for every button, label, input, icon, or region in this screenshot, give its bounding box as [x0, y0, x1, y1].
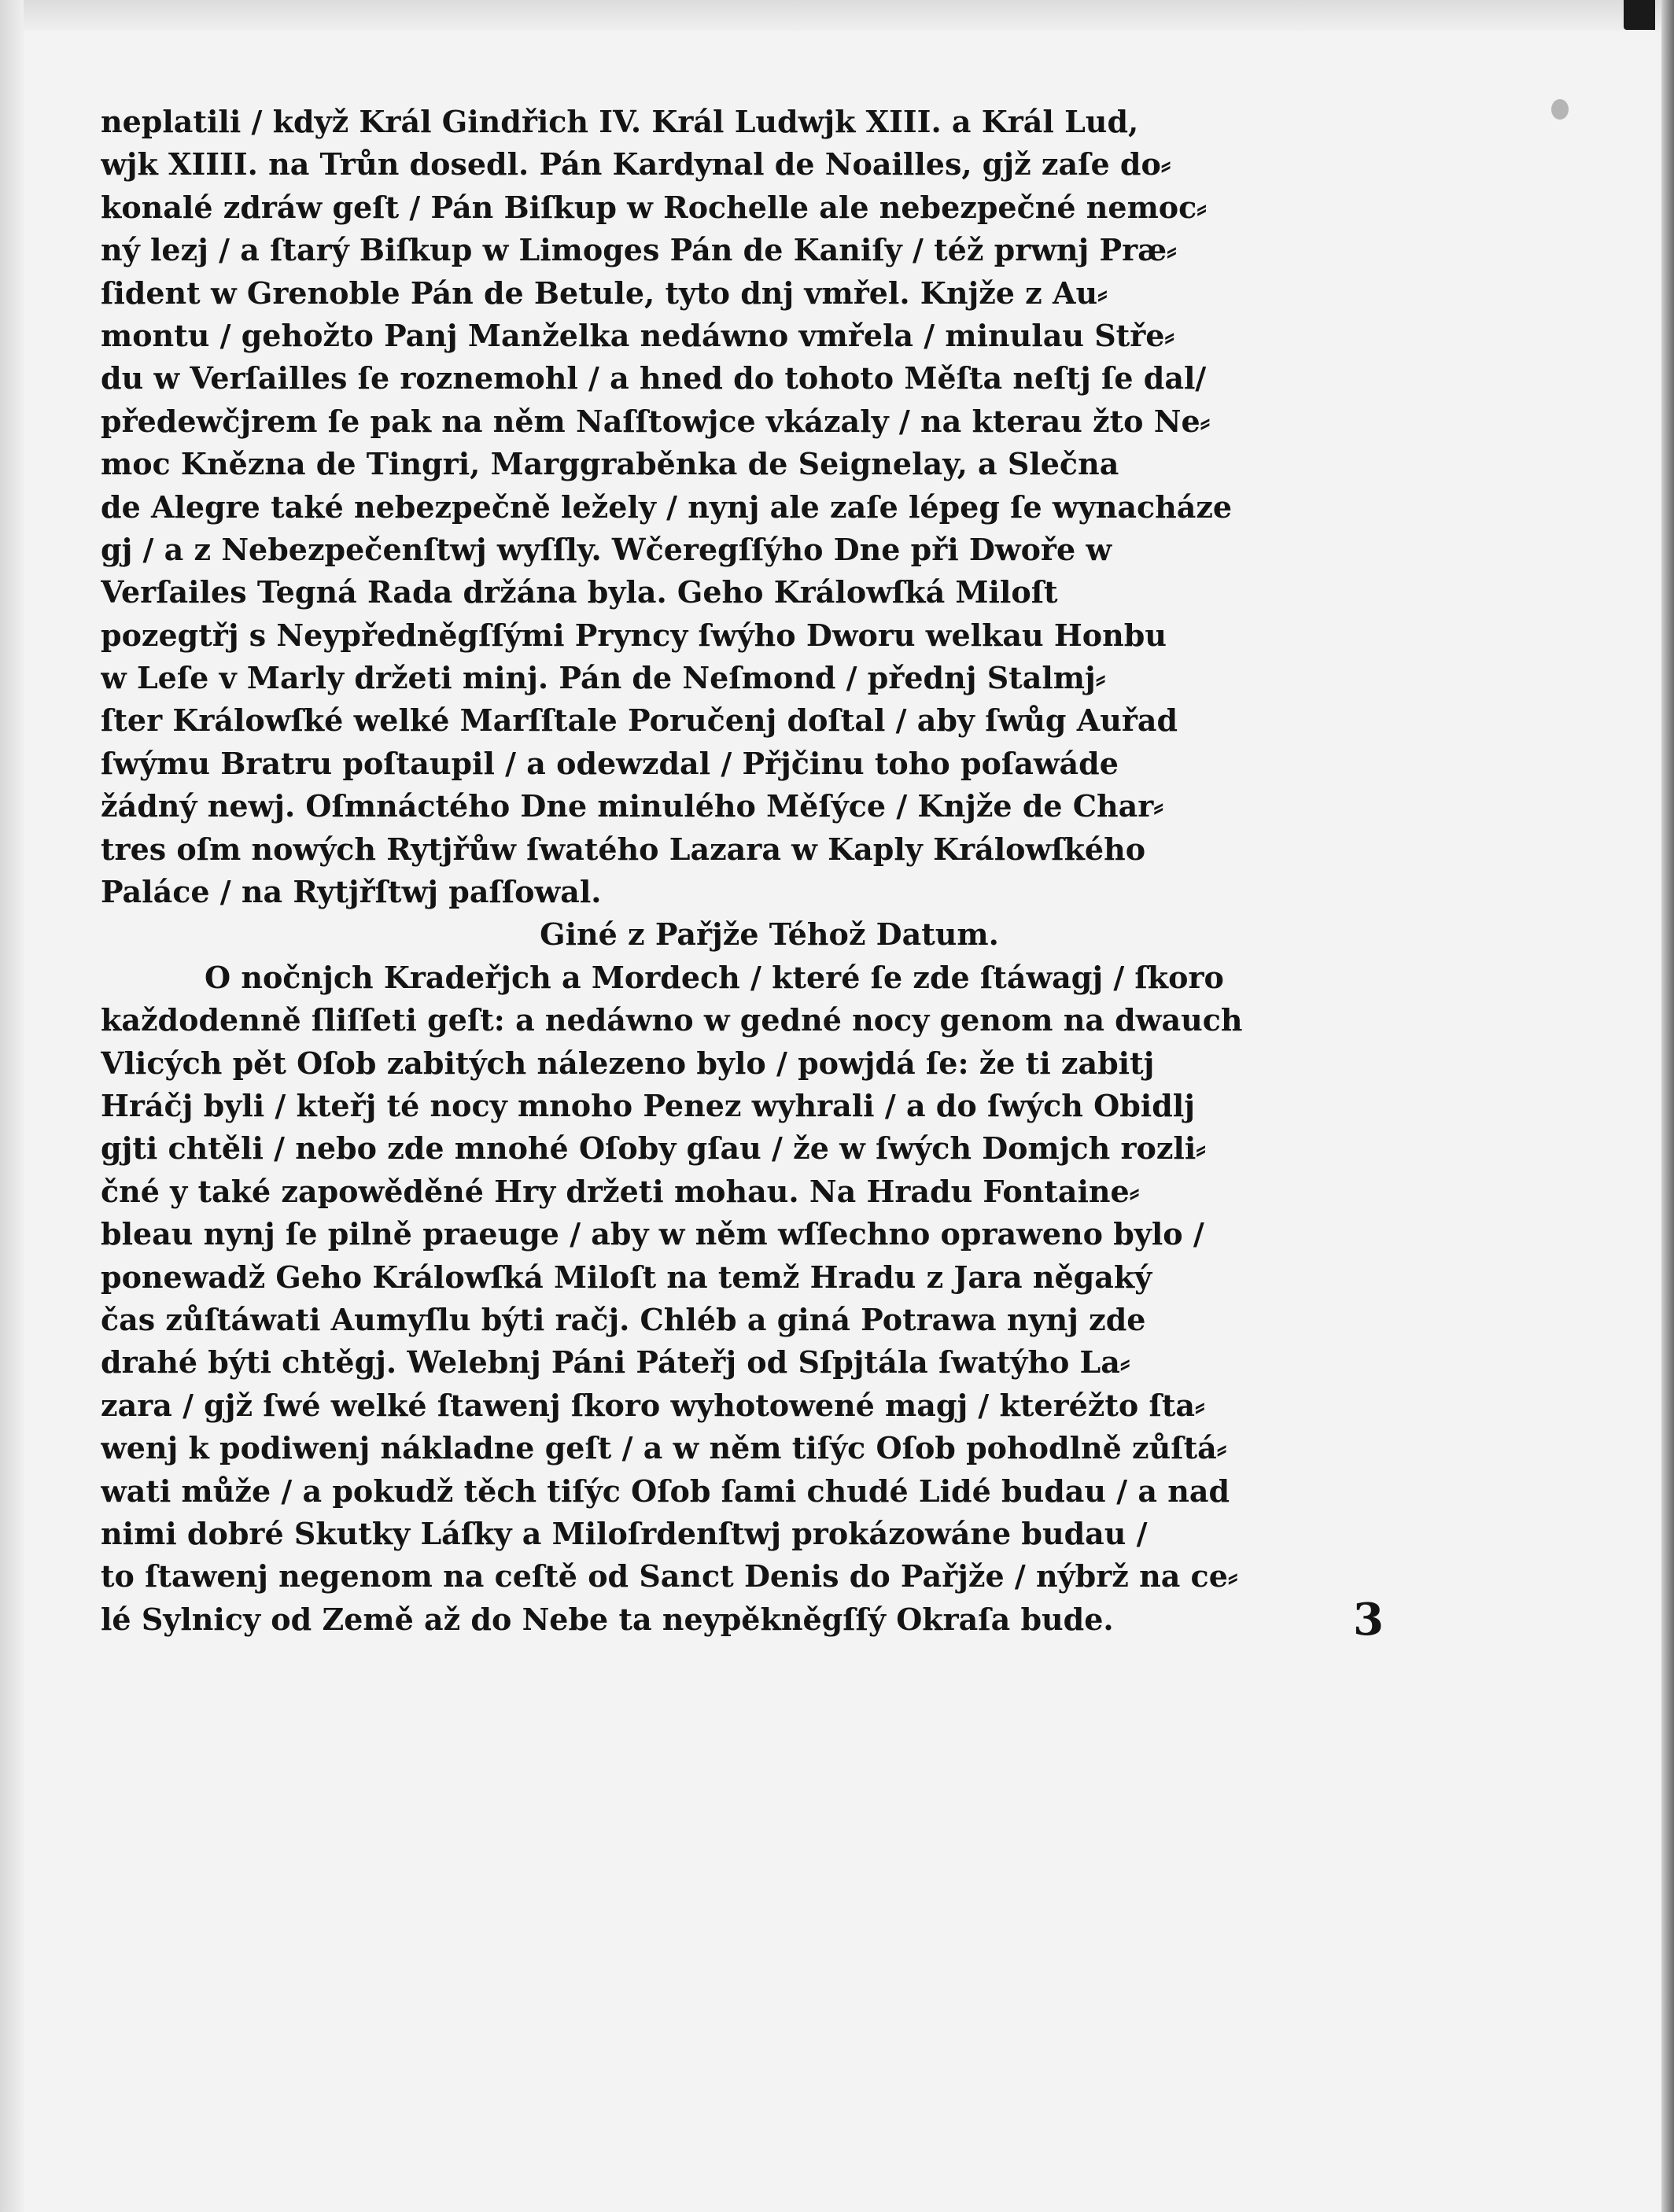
ink-spot: [1551, 99, 1569, 120]
text-line: ný lezj / a ſtarý Biſkup w Limoges Pán de Kaniſy / též prwnj Præ⸗: [101, 232, 1177, 268]
text-line: ponewadž Geho Králowſká Miloſt na temž Hradu z Jara něgaký: [101, 1259, 1152, 1295]
text-line: nimi dobré Skutky Láſky a Miloſrdenſtwj prokázowáne budau /: [101, 1515, 1148, 1551]
text-line: wjk XIIII. na Trůn dosedl. Pán Kardynal de Noailles, gjž zaſe do⸗: [101, 146, 1171, 182]
text-line: předewčjrem ſe pak na něm Naſſtowjce vkázaly / na kterau žto Ne⸗: [101, 403, 1211, 439]
text-line: gjti chtěli / nebo zde mnohé Oſoby gſau / že w ſwých Domjch rozli⸗: [101, 1130, 1206, 1167]
text-line: každodenně ſliſſeti geſt: a nedáwno w gedné nocy genom na dwauch: [101, 1002, 1243, 1038]
text-line: ſwýmu Bratru poſtaupil / a odewzdal / Přjčinu toho poſawáde: [101, 745, 1119, 781]
text-line: Vlicých pět Oſob zabitých nálezeno bylo / powjdá ſe: že ti zabitj: [101, 1045, 1155, 1081]
text-line: tres oſm nowých Rytjřůw ſwatého Lazara w Kaply Králowſkého: [101, 831, 1146, 867]
text-line: moc Knězna de Tingri, Marggraběnka de Seignelay, a Slečna: [101, 446, 1119, 482]
text-line: zara / gjž ſwé welké ſtawenj ſkoro wyhotowené magj / kteréžto ſta⸗: [101, 1387, 1205, 1423]
text-line: lé Sylnicy od Země až do Nebe ta neypěkněgſſý Okraſa bude.: [101, 1601, 1114, 1637]
text-line: čas zůſtáwati Aumyſlu býti račj. Chléb a giná Potrawa nynj zde: [101, 1301, 1146, 1337]
text-line: du w Verſailles ſe roznemohl / a hned do tohoto Měſta neſtj ſe dal/: [101, 360, 1207, 396]
text-line: Hráčj byli / kteřj té nocy mnoho Penez wyhrali / a do ſwých Obidlj: [101, 1087, 1195, 1123]
text-line: neplatili / když Král Gindřich IV. Král Ludwjk XIII. a Král Lud,: [101, 104, 1139, 139]
text-line: Paláce / na Rytjřſtwj paſſowal.: [101, 874, 602, 910]
text-line: de Alegre také nebezpečně ležely / nynj ale zaſe lépeg ſe wynacháze: [101, 488, 1233, 525]
section-title: Giné z Pařjže Téhož Datum.: [540, 916, 999, 953]
text-line: to ſtawenj negenom na ceſtě od Sanct Denis do Pařjže / nýbrž na ce⸗: [101, 1558, 1238, 1594]
text-line: wati může / a pokudž těch tiſýc Oſob ſami chudé Lidé budau / a nad: [101, 1473, 1230, 1509]
corner-mark: [1624, 0, 1655, 30]
page-edge-top: [24, 0, 1661, 31]
text-block: [101, 101, 1438, 1641]
text-line: O nočnjch Kradeřjch a Mordech / které ſe zde ſtáwagj / ſkoro: [205, 959, 1224, 995]
text-line: drahé býti chtěgj. Welebnj Páni Páteřj od Sſpjtála ſwatýho La⸗: [101, 1344, 1130, 1381]
text-line: konalé zdráw geſt / Pán Biſkup w Rochelle ale nebezpečné nemoc⸗: [101, 189, 1207, 225]
text-line: žádný newj. Oſmnáctého Dne minulého Měſýce / Knjže de Char⸗: [101, 788, 1163, 824]
text-line: gj / a z Nebezpečenſtwj wyſſly. Wčeregſſýho Dne při Dwoře w: [101, 531, 1112, 567]
text-line: ſident w Grenoble Pán de Betule, tyto dnj vmřel. Knjže z Au⸗: [101, 275, 1108, 311]
text-line: Verſailes Tegná Rada držána byla. Geho Králowſká Miloſt: [101, 574, 1058, 610]
text-line: montu / gehožto Panj Manželka nedáwno vmřela / minulau Stře⸗: [101, 317, 1175, 353]
page-edge-left: [0, 0, 24, 2212]
text-line: bleau nynj ſe pilně praeuge / aby w něm wſſechno opraweno bylo /: [101, 1216, 1204, 1252]
text-line: wenj k podiwenj nákladne geſt / a w něm tiſýc Oſob pohodlně zůſtá⸗: [101, 1430, 1227, 1466]
text-line: čné y také zapowěděné Hry držeti mohau. Na Hradu Fontaine⸗: [101, 1173, 1140, 1209]
page-number: 3: [1353, 1593, 1384, 1646]
text-line: ſter Králowſké welké Marſſtale Poručenj doſtal / aby ſwůg Auřad: [101, 702, 1178, 739]
page-edge-right: [1661, 0, 1674, 2212]
text-line: pozegtřj s Neypředněgſſými Pryncy ſwýho Dworu welkau Honbu: [101, 617, 1167, 653]
text-line: w Leſe v Marly držeti minj. Pán de Neſmond / přednj Stalmj⸗: [101, 660, 1106, 696]
